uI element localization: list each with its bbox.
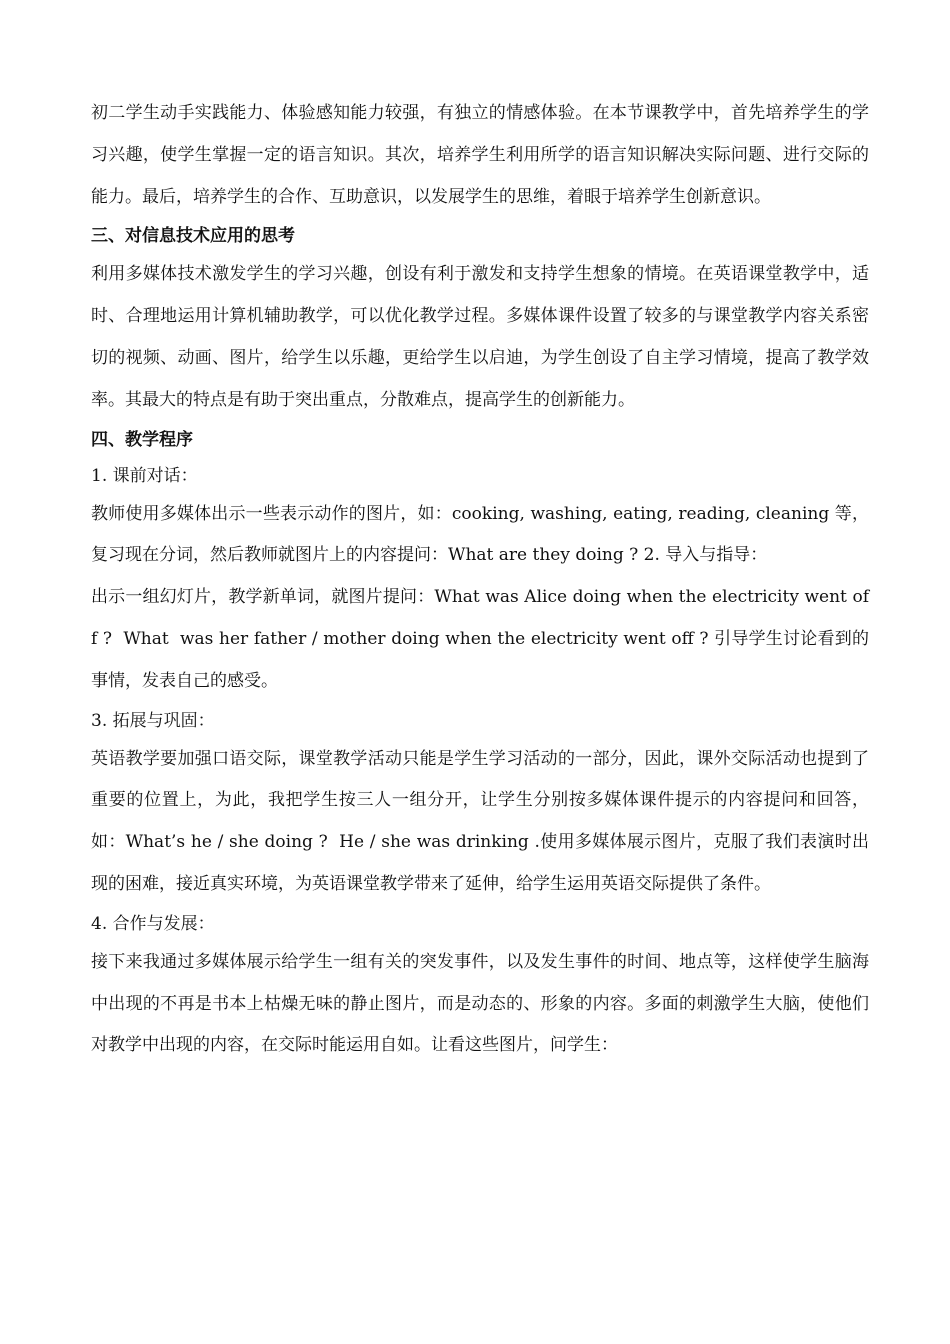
paragraph-pre-class-dialogue: 教师使用多媒体出示一些表示动作的图片，如：cooking, washing, eating, reading, cleaning 等，复习现在分词，然后教师就图片上的内容提问：What are they doing ? 2. 导入与指导： xyxy=(91,503,869,566)
subheading-pre-class-dialogue: 1. 课前对话： xyxy=(91,465,198,486)
section-heading-it-reflection: 三、对信息技术应用的思考 xyxy=(91,226,295,247)
paragraph-extension-consolidation: 英语教学要加强口语交际，课堂教学活动只能是学生学习活动的一部分，因此，课外交际活动也提到了重要的位置上，为此，我把学生按三人一组分开，让学生分别按多媒体课件提示的内容提问和回答，如：What’s he / she doing ? He / she was drinking .使用多媒体展示图片，克服了我们表演时出现的困难，接近真实环境，为英语课堂教学带来了延伸，给学生运用英语交际提供了条件。 xyxy=(91,748,869,894)
paragraph-cooperation-development: 接下来我通过多媒体展示给学生一组有关的突发事件，以及发生事件的时间、地点等，这样使学生脑海中出现的不再是书本上枯燥无味的静止图片，而是动态的、形象的内容。多面的刺激学生大脑，使他们对教学中出现的内容，在交际时能运用自如。让看这些图片，问学生： xyxy=(91,951,869,1056)
document-page xyxy=(91,93,869,1067)
subheading-cooperation-development: 4. 合作与发展： xyxy=(91,913,215,934)
section-heading-teaching-procedure: 四、教学程序 xyxy=(91,429,193,450)
paragraph-introduction-guidance: 出示一组幻灯片，教学新单词，就图片提问：What was Alice doing when the electricity went off ? What was her father / mother doing when the electricity went off ? 引导学生讨论看到的事情，发表自己的感受。 xyxy=(91,587,869,691)
paragraph-it-reflection: 利用多媒体技术激发学生的学习兴趣，创设有利于激发和支持学生想象的情境。在英语课堂教学中，适时、合理地运用计算机辅助教学，可以优化教学过程。多媒体课件设置了较多的与课堂教学内容关系密切的视频、动画、图片，给学生以乐趣，更给学生以启迪，为学生创设了自主学习情境，提高了教学效率。其最大的特点是有助于突出重点，分散难点，提高学生的创新能力。 xyxy=(91,264,869,410)
subheading-extension-consolidation: 3. 拓展与巩固： xyxy=(91,710,215,731)
paragraph-student-analysis: 初二学生动手实践能力、体验感知能力较强，有独立的情感体验。在本节课教学中，首先培养学生的学习兴趣，使学生掌握一定的语言知识。其次，培养学生利用所学的语言知识解决实际问题、进行交际的能力。最后，培养学生的合作、互助意识，以发展学生的思维，着眼于培养学生创新意识。 xyxy=(91,103,869,207)
